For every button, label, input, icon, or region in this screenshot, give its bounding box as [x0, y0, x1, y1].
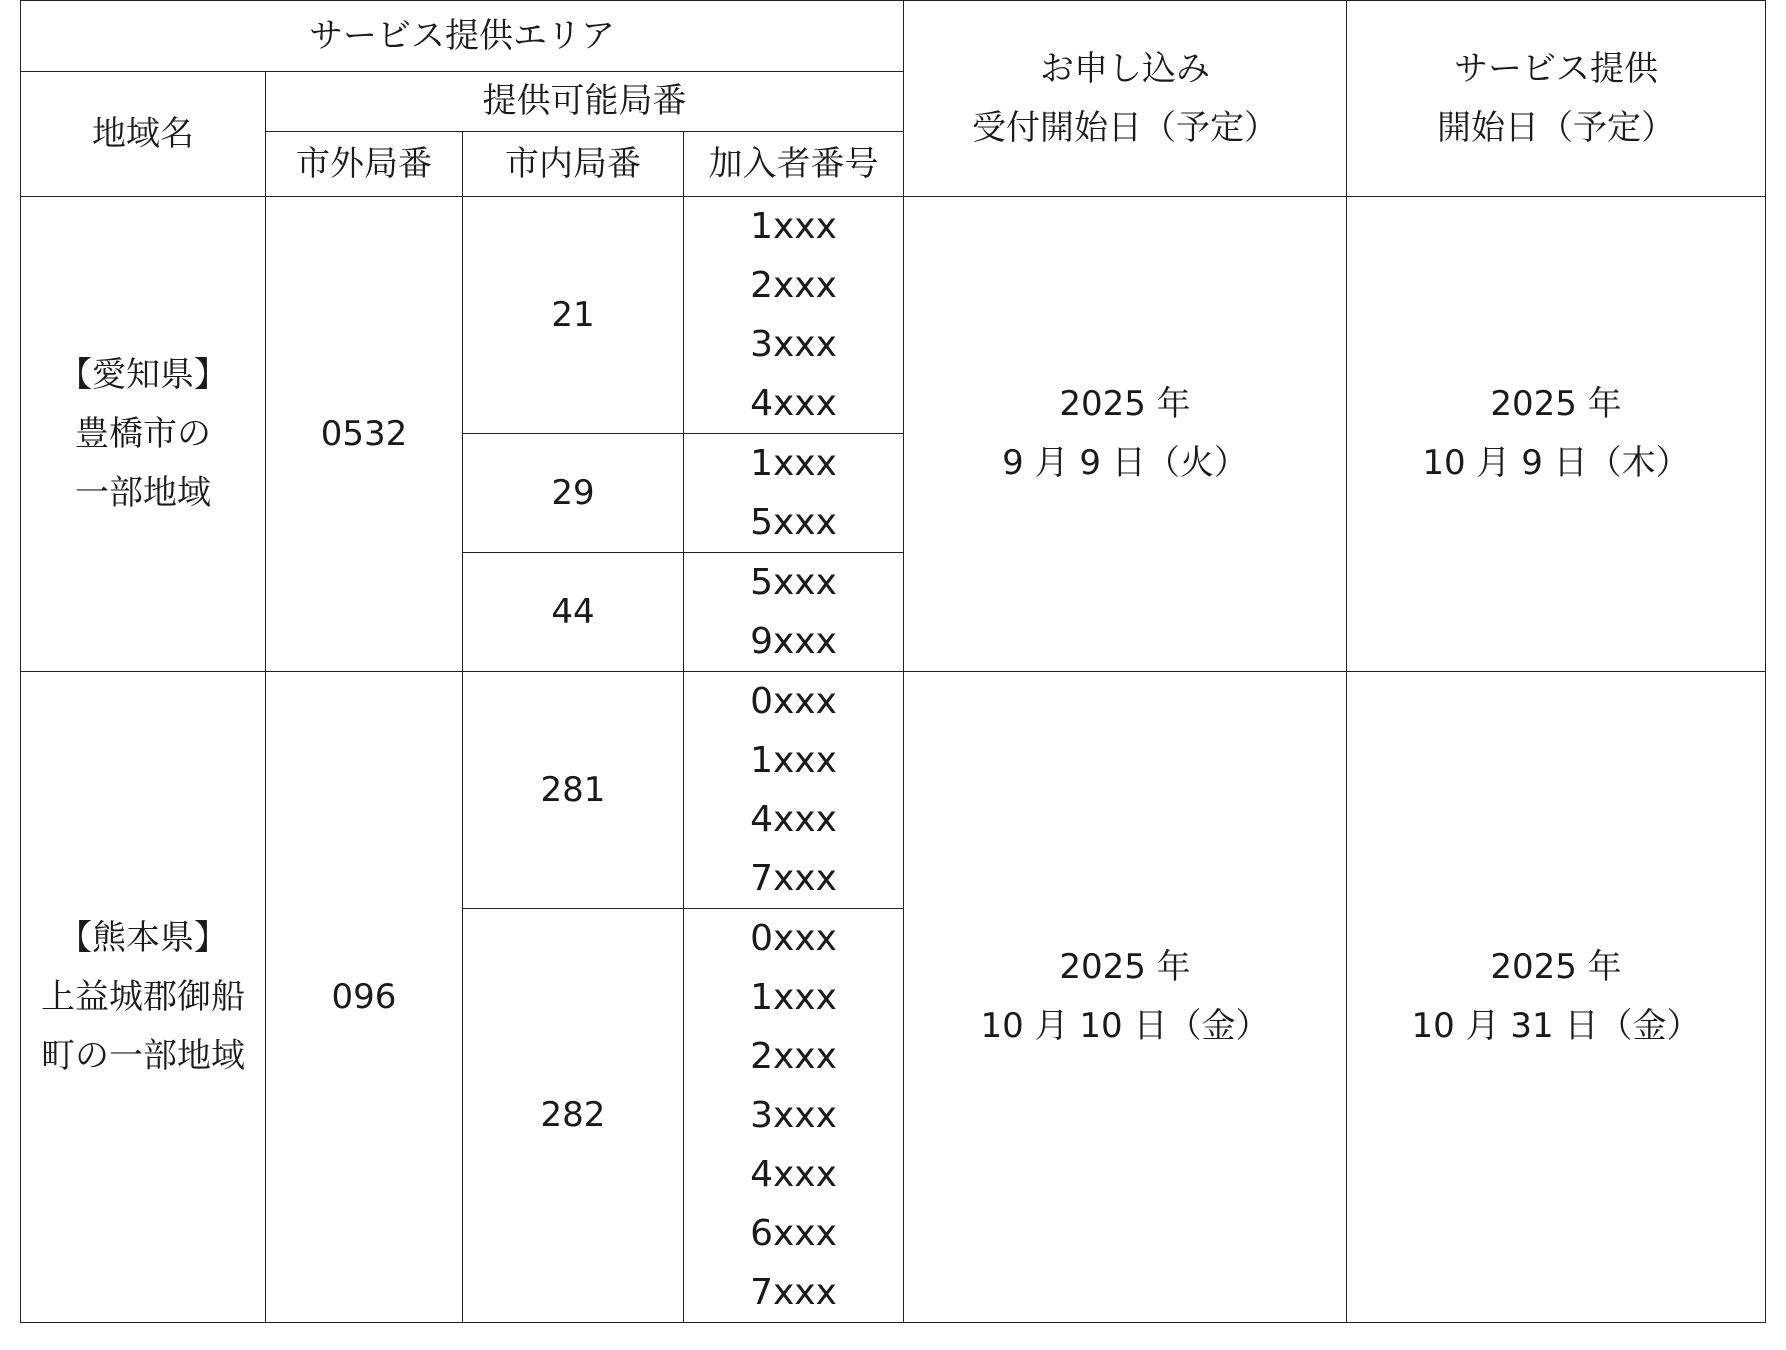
region-name-cell-line: 町の一部地域 — [41, 1035, 245, 1076]
subscriber-number-cell — [684, 1145, 904, 1204]
region-name-cell-line: 【熊本県】 — [58, 917, 228, 958]
service-date-cell — [1347, 672, 1766, 1323]
subscriber-number-cell — [684, 493, 904, 553]
region-name-cell-line: 上益城郡御船 — [41, 976, 245, 1017]
area-code-header: 市外局番 — [266, 132, 463, 197]
local-exchange-header: 市内局番 — [463, 132, 684, 197]
application-date-cell-line: 2025 年 — [1059, 384, 1191, 424]
subscriber-number: 4xxx — [750, 799, 837, 840]
table-row — [21, 672, 1766, 732]
service-start-header — [1347, 1, 1766, 197]
subscriber-number-cell — [684, 256, 904, 315]
application-date-cell-line: 10 月 10 日（金） — [980, 1006, 1270, 1046]
subscriber-number-cell — [684, 909, 904, 969]
local-exchange-cell: 281 — [463, 672, 684, 909]
region-name-cell-line: 豊橋市の — [75, 413, 211, 454]
subscriber-number-cell — [684, 968, 904, 1027]
subscriber-number: 1xxx — [750, 206, 837, 247]
subscriber-number-cell — [684, 731, 904, 790]
local-exchange-cell: 44 — [463, 553, 684, 672]
application-start-header-line: お申し込み — [1040, 48, 1210, 89]
application-date-cell-line: 2025 年 — [1059, 947, 1191, 987]
subscriber-number: 5xxx — [750, 562, 837, 603]
subscriber-number: 3xxx — [750, 324, 837, 365]
subscriber-number-cell — [684, 790, 904, 849]
subscriber-number: 4xxx — [750, 1154, 837, 1195]
subscriber-number: 2xxx — [750, 1036, 837, 1077]
subscriber-number-cell — [684, 1204, 904, 1263]
subscriber-number-header: 加入者番号 — [684, 132, 904, 197]
table-row — [21, 197, 1766, 257]
subscriber-number-cell — [684, 434, 904, 494]
subscriber-number: 0xxx — [750, 681, 837, 722]
service-start-header-line: 開始日（予定） — [1437, 107, 1675, 148]
subscriber-number: 1xxx — [750, 740, 837, 781]
application-date-cell — [904, 197, 1347, 672]
subscriber-number: 2xxx — [750, 265, 837, 306]
service-date-cell-line: 2025 年 — [1490, 384, 1622, 424]
service-area-header: サービス提供エリア — [21, 1, 904, 72]
application-date-cell — [904, 672, 1347, 1323]
subscriber-number: 7xxx — [750, 858, 837, 899]
region-name-cell-line: 一部地域 — [75, 472, 211, 513]
region-name-cell — [21, 672, 266, 1323]
service-date-cell — [1347, 197, 1766, 672]
subscriber-number: 6xxx — [750, 1213, 837, 1254]
subscriber-number-cell — [684, 1086, 904, 1145]
service-area-table — [20, 0, 1766, 1323]
subscriber-number-cell — [684, 197, 904, 257]
application-start-header — [904, 1, 1347, 197]
local-exchange-cell: 29 — [463, 434, 684, 553]
subscriber-number-cell — [684, 553, 904, 613]
application-start-header-line: 受付開始日（予定） — [972, 107, 1278, 148]
service-date-cell-line: 2025 年 — [1490, 947, 1622, 987]
service-date-cell-line: 10 月 9 日（木） — [1422, 443, 1690, 483]
subscriber-number: 5xxx — [750, 502, 837, 543]
subscriber-number-cell — [684, 849, 904, 909]
area-code-cell: 096 — [266, 672, 463, 1323]
region-name-cell-line: 【愛知県】 — [58, 354, 228, 395]
subscriber-number-cell — [684, 612, 904, 672]
subscriber-number-cell — [684, 1263, 904, 1323]
region-name-header: 地域名 — [21, 72, 266, 197]
local-exchange-cell: 282 — [463, 909, 684, 1323]
subscriber-number: 3xxx — [750, 1095, 837, 1136]
subscriber-number: 1xxx — [750, 977, 837, 1018]
available-exchanges-header: 提供可能局番 — [266, 72, 904, 132]
subscriber-number: 0xxx — [750, 918, 837, 959]
subscriber-number-cell — [684, 315, 904, 374]
subscriber-number: 9xxx — [750, 621, 837, 662]
subscriber-number: 4xxx — [750, 383, 837, 424]
subscriber-number: 7xxx — [750, 1272, 837, 1313]
subscriber-number-cell — [684, 374, 904, 434]
subscriber-number-cell — [684, 1027, 904, 1086]
application-date-cell-line: 9 月 9 日（火） — [1002, 443, 1248, 483]
region-name-cell — [21, 197, 266, 672]
service-start-header-line: サービス提供 — [1454, 48, 1658, 89]
service-date-cell-line: 10 月 31 日（金） — [1411, 1006, 1701, 1046]
local-exchange-cell: 21 — [463, 197, 684, 434]
area-code-cell: 0532 — [266, 197, 463, 672]
subscriber-number: 1xxx — [750, 443, 837, 484]
subscriber-number-cell — [684, 672, 904, 732]
